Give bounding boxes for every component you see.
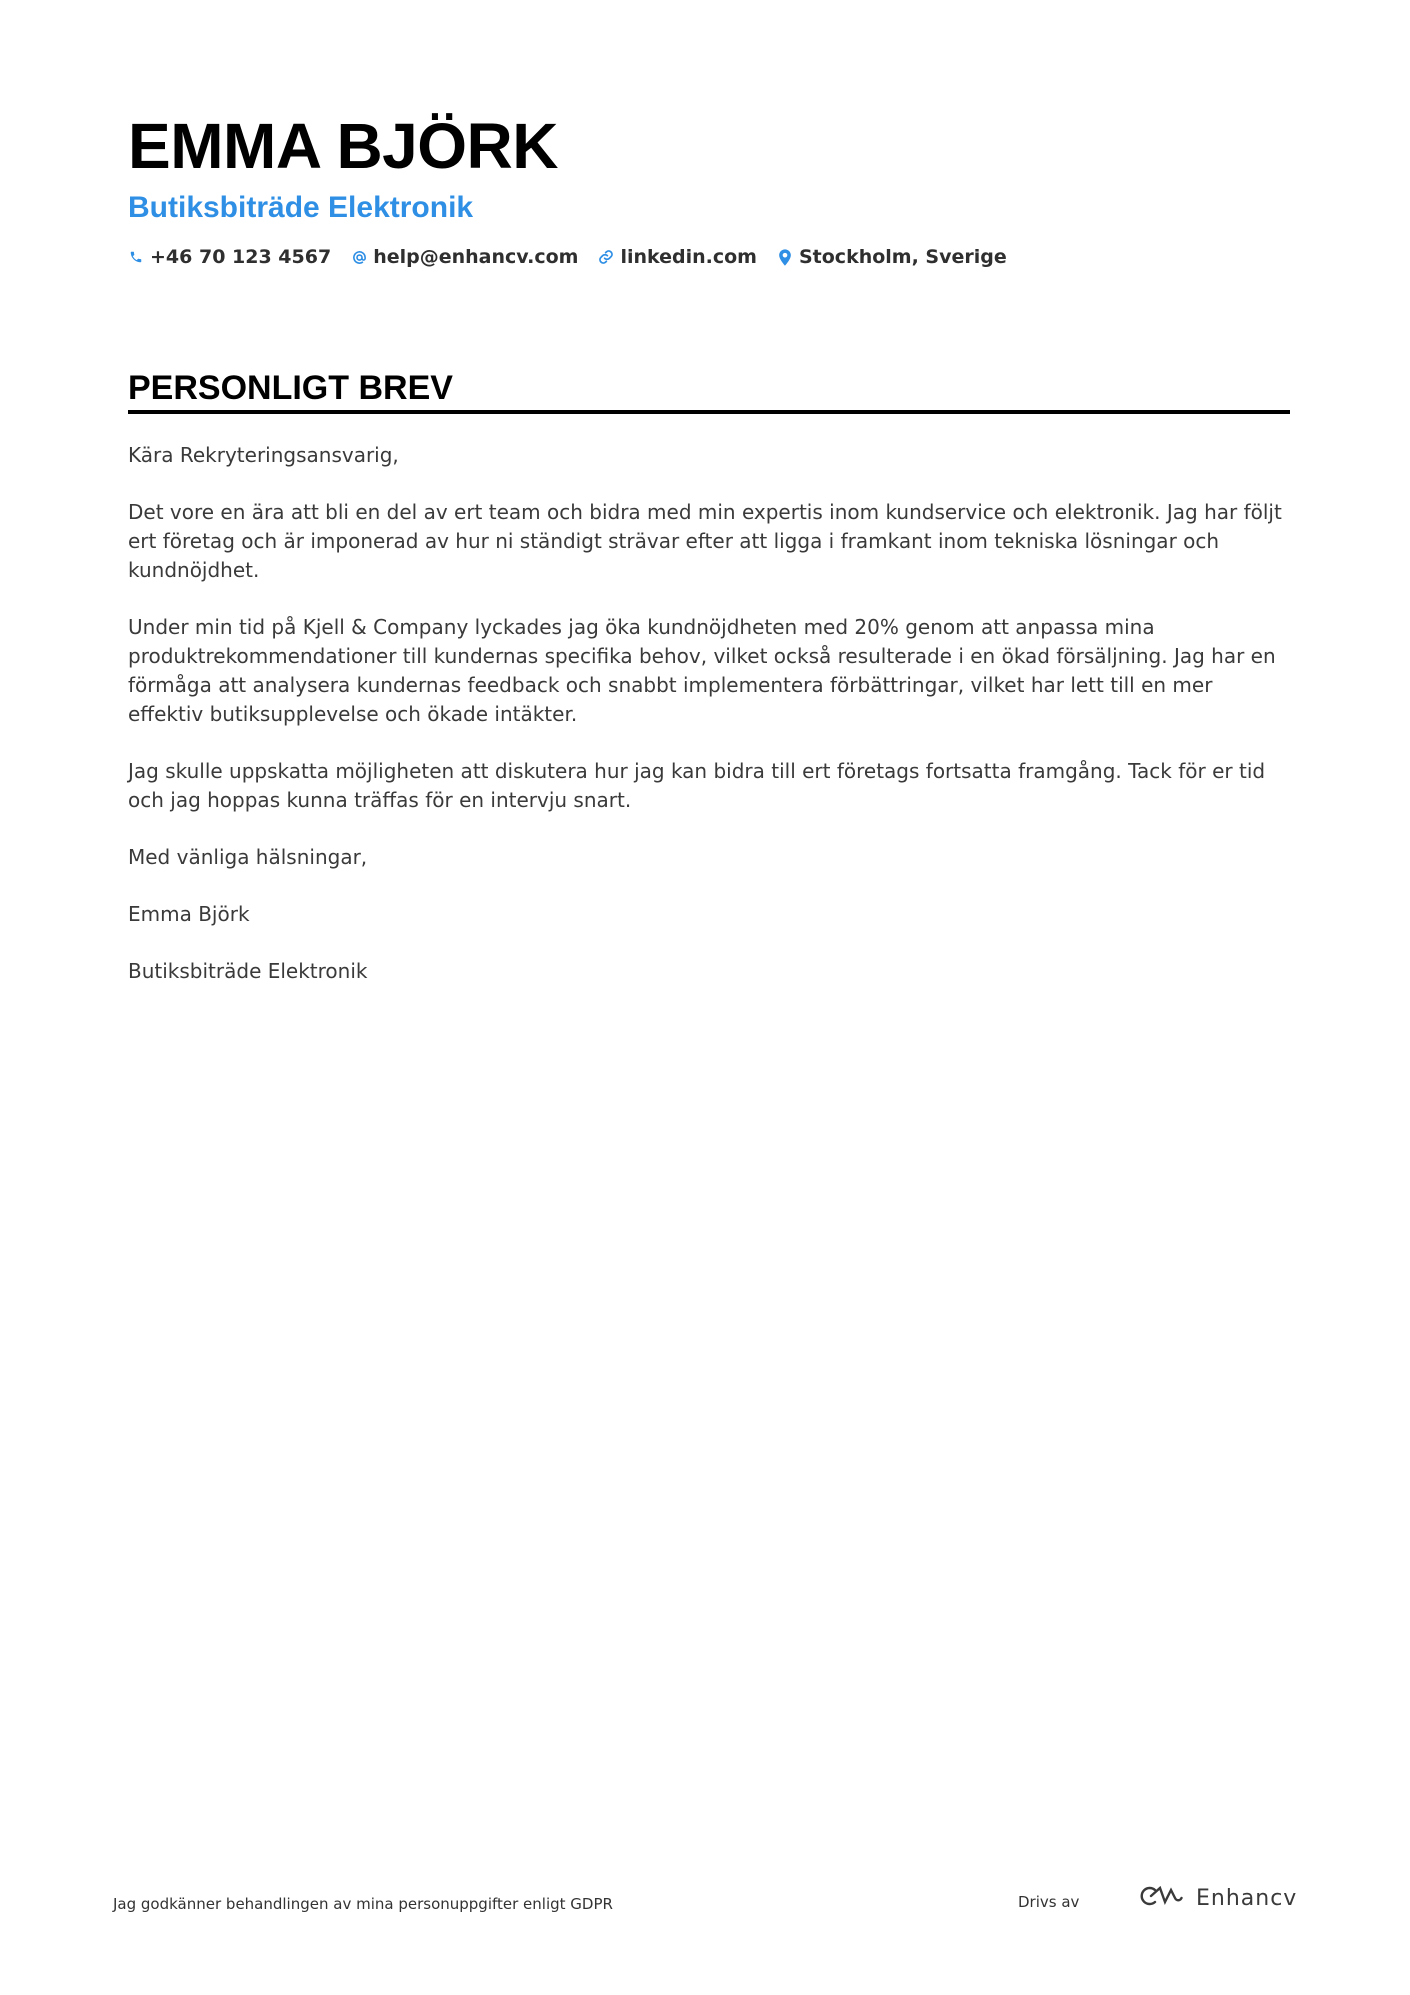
link-icon (598, 248, 614, 266)
phone-icon (128, 248, 144, 266)
brand-name: Enhancv (1196, 1885, 1298, 1911)
phone-number[interactable]: +46 70 123 4567 (150, 246, 332, 268)
powered-by-label: Drivs av (1018, 1893, 1080, 1911)
profile-link[interactable]: linkedin.com (620, 246, 757, 268)
signature-title: Butiksbiträde Elektronik (128, 959, 368, 983)
signature-name: Emma Björk (128, 902, 250, 926)
letter-body (128, 441, 1288, 1014)
location-pin-icon (777, 248, 793, 266)
paragraph: Under min tid på Kjell & Company lyckades jag öka kundnöjdheten med 20% genom att anpassa mina produktrekommendationer till kundernas specifika behov, vilket också resulterade i en ökad försäljning. Jag har en förmåga att analysera kundernas feedback och snabbt implementera förbättringar, vilket har lett till en mer effektiv butiksupplevelse och ökade intäkter. (128, 615, 1276, 726)
contact-row (128, 246, 1288, 268)
job-title: Butiksbiträde Elektronik (128, 191, 474, 224)
header (128, 108, 1288, 268)
enhancv-logo-icon (1138, 1884, 1184, 1912)
email-address[interactable]: help@enhancv.com (373, 246, 579, 268)
paragraph: Det vore en ära att bli en del av ert team och bidra med min expertis inom kundservice och elektronik. Jag har följt ert företag och är imponerad av hur ni ständigt strävar efter att ligga i framkant inom tekniska lösningar och kundnöjdhet. (128, 500, 1282, 582)
contact-email (351, 246, 578, 268)
closing: Med vänliga hälsningar, (128, 845, 368, 869)
at-sign-icon (351, 248, 367, 266)
location: Stockholm, Sverige (798, 246, 1007, 268)
contact-link (598, 246, 757, 268)
section-divider (128, 410, 1290, 414)
greeting: Kära Rekryteringsansvarig, (128, 443, 399, 467)
gdpr-consent: Jag godkänner behandlingen av mina personuppgifter enligt GDPR (113, 1895, 613, 1913)
contact-phone (128, 246, 331, 268)
candidate-name: EMMA BJÖRK (128, 110, 558, 182)
paragraph: Jag skulle uppskatta möjligheten att diskutera hur jag kan bidra till ert företags fortsatta framgång. Tack för er tid och jag hoppas kunna träffas för en intervju snart. (128, 759, 1266, 812)
contact-location (777, 246, 1007, 268)
section-title: PERSONLIGT BREV (128, 369, 453, 407)
enhancv-logo[interactable] (1138, 1884, 1297, 1912)
